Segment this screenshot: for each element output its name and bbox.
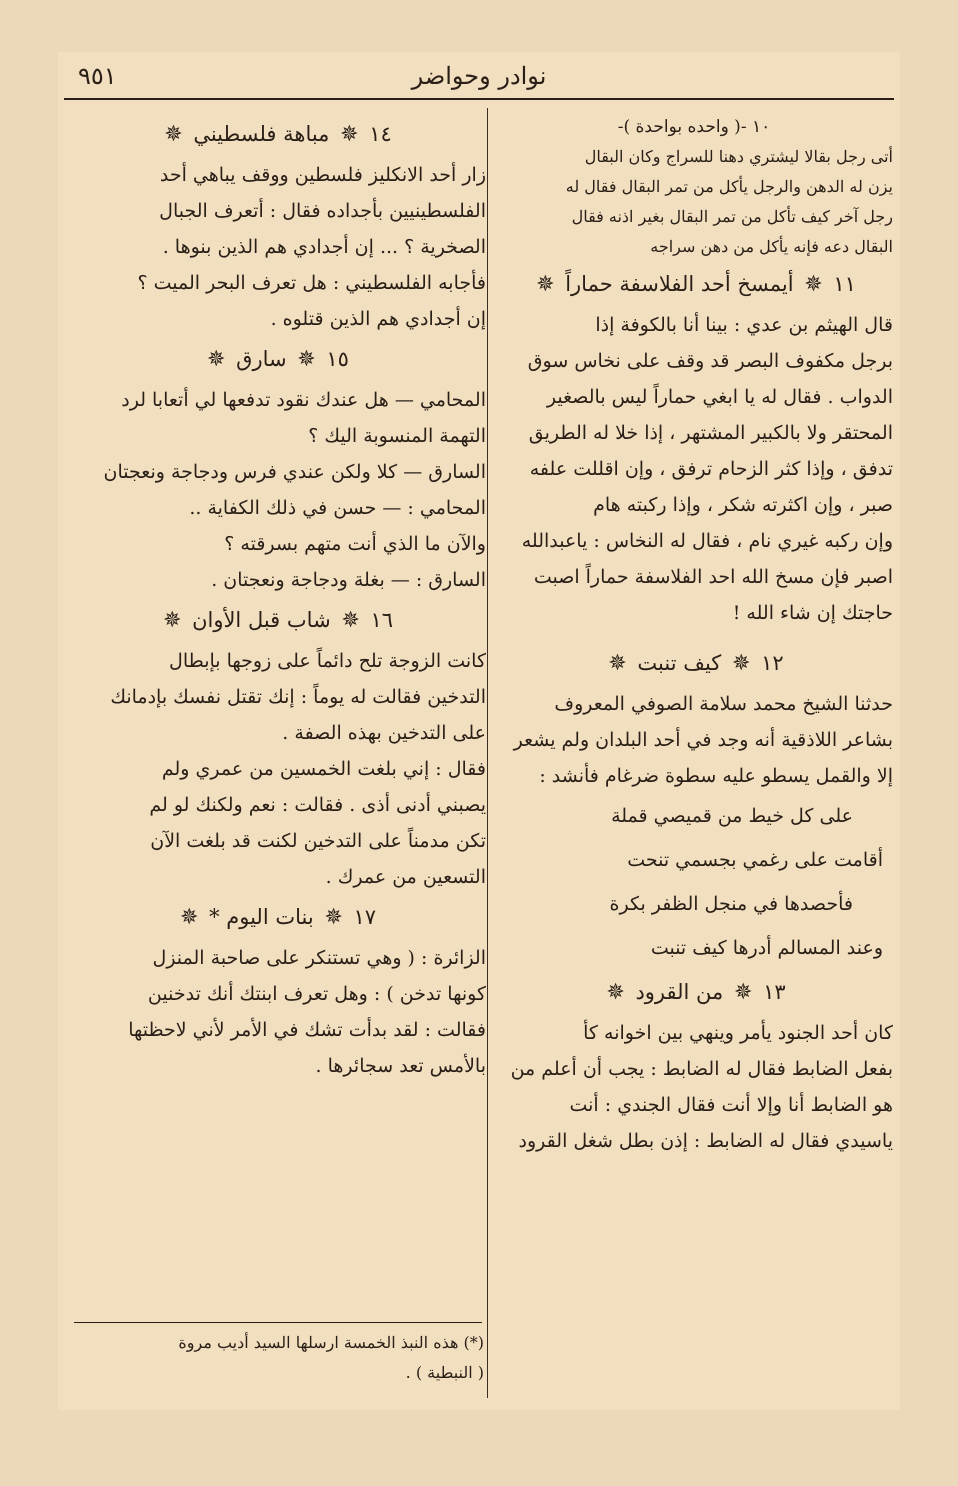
section-14-heading [66,112,486,157]
ornament-star-icon: ✵ [341,608,360,633]
ornament-star-icon: ✵ [732,651,751,676]
verse-line-4: وعند المسالم أدرها كيف تنبت [650,937,883,959]
section-12-number: ١٢ [761,651,784,675]
ornament-star-icon: ✵ [207,347,226,372]
section-11-number: ١١ [833,272,856,296]
section-17-line-2: كونها تدخن ) : وهل تعرف ابنتك أنك تدخنين [147,983,486,1005]
section-10-line-1: أتى رجل بقالا ليشتري دهنا للسراج وكان البقال [584,147,893,166]
section-12-line-3: إلا والقمل يسطو عليه سطوة ضرغام فأنشد : [539,765,893,787]
running-title: نوادر وحواضر [411,62,547,90]
footnote-rule [74,1322,482,1323]
page-header [58,62,900,98]
section-10-heading: ١٠ -( واحده بواحدة )- [617,117,771,137]
verse-line-2: أقامت على رغمي بجسمي تنحت [627,849,883,871]
ornament-star-icon: ✵ [536,272,555,297]
section-16-title: شاب قبل الأوان [192,608,331,632]
ornament-star-icon: ✵ [340,122,359,147]
section-14-line-4: فأجابه الفلسطيني : هل تعرف البحر الميت ؟ [137,272,486,294]
ornament-star-icon: ✵ [606,980,625,1005]
section-11-line-3: الدواب . فقال له يا ابغي حماراً ليس بالصغير [546,386,893,408]
ornament-star-icon: ✵ [179,905,199,930]
section-15-line-2: التهمة المنسوبة اليك ؟ [308,425,486,447]
section-10-line-2: يزن له الدهن والرجل يأكل من تمر البقال فقال له [565,177,893,196]
section-13-number: ١٣ [763,980,786,1004]
section-15-line-5: والآن ما الذي أنت متهم بسرقته ؟ [224,533,486,555]
section-12-line-1: حدثنا الشيخ محمد سلامة الصوفي المعروف [554,693,893,715]
section-11-line-6: صبر ، وإن اكثرته شكر ، وإذا ركبته هام [593,494,893,516]
section-11-line-7: وإن ركبه غيري نام ، فقال له النخاس : ياعبدالله [521,530,893,552]
section-12-heading [495,641,893,686]
section-15-heading [66,337,486,382]
ornament-star-icon: ✵ [733,980,753,1005]
section-16-line-5: يصبني أدنى أذى . فقالت : نعم ولكنك لو لم [149,794,486,816]
ornament-star-icon: ✵ [324,905,343,930]
section-17-title: بنات اليوم * [209,905,314,929]
section-11-line-9: حاجتك إن شاء الله ! [732,602,893,624]
right-column [495,112,893,1159]
section-16-line-7: التسعين من عمرك . [325,866,486,888]
section-14-line-3: الصخرية ؟ ... إن أجدادي هم الذين بنوها . [162,236,486,258]
header-rule [64,98,894,100]
section-11-title: أيمسخ أحد الفلاسفة حماراً [565,272,794,296]
column-divider [487,108,488,1398]
section-10-line-4: البقال دعه فإنه يأكل من دهن سراجه [650,237,893,256]
section-16-heading [66,598,486,643]
section-16-line-1: كانت الزوجة تلح دائماً على زوجها بإبطال [169,650,486,672]
section-10-line-3: رجل آخر كيف تأكل من تمر البقال بغير اذنه فقال [571,207,893,226]
section-15-title: سارق [236,347,287,371]
section-15-line-6: السارق : — بغلة ودجاجة ونعجتان . [211,569,486,591]
section-12-title: كيف تنبت [637,651,722,675]
section-16-line-4: فقال : إني بلغت الخمسين من عمري ولم [161,758,486,780]
section-11-line-8: اصبر فإن مسخ الله احد الفلاسفة حماراً اصبت [533,566,893,588]
footnote-line-2: ( النبطية ) . [405,1363,484,1382]
section-11-heading [495,262,893,307]
ornament-star-icon: ✵ [804,272,823,297]
section-13-line-4: ياسيدي فقال له الضابط : إذن بطل شغل القرود [518,1130,893,1152]
verse-line-3: فأحصدها في منجل الظفر بكرة [609,893,853,915]
section-15-line-4: المحامي : — حسن في ذلك الكفاية .. [189,497,486,519]
ornament-star-icon: ✵ [164,122,183,147]
section-16-number: ١٦ [370,608,394,632]
section-15-line-3: السارق — كلا ولكن عندي فرس ودجاجة ونعجتان [103,461,486,483]
section-11-line-4: المحتقر ولا بالكبير المشتهر ، إذا خلا له الطريق [528,422,893,444]
footnote [70,1328,484,1388]
section-14-line-2: الفلسطينيين بأجداده فقال : أتعرف الجبال [159,200,486,222]
section-11-line-5: تدفق ، وإذا كثر الزحام ترفق ، وإن اقللت علفه [529,458,893,480]
ornament-star-icon: ✵ [608,651,627,676]
section-11-line-2: برجل مكفوف البصر قد وقف على نخاس سوق [527,350,893,372]
left-column [66,112,486,1084]
section-14-line-5: إن أجدادي هم الذين قتلوه . [270,308,486,330]
section-16-line-6: تكن مدمناً على التدخين لكنت قد بلغت الآن [150,830,486,852]
section-16-line-2: التدخين فقالت له يوماً : إنك تقتل نفسك بإدمانك [110,686,486,708]
section-17-number: ١٧ [353,905,377,929]
page-number: ٩٥١ [78,62,117,90]
section-11-line-1: قال الهيثم بن عدي : بينا أنا بالكوفة إذا [595,314,893,336]
footnote-line-1: (*) هذه النبذ الخمسة ارسلها السيد أديب مروة [178,1333,484,1352]
section-13-line-3: هو الضابط أنا وإلا أنت فقال الجندي : أنت [569,1094,893,1116]
ornament-star-icon: ✵ [162,608,182,633]
section-14-title: مباهة فلسطيني [193,122,330,146]
section-16-line-3: على التدخين بهذه الصفة . [282,722,486,744]
book-page [58,52,900,1410]
section-12-line-2: بشاعر اللاذقية أنه وجد في أحد البلدان ولم يشعر [513,729,893,751]
section-13-line-1: كان أحد الجنود يأمر وينهي بين اخوانه كأ [583,1022,893,1044]
section-15-line-1: المحامي — هل عندك نقود تدفعها لي أتعابا لرد [121,389,486,411]
ornament-star-icon: ✵ [297,347,316,372]
section-17-heading [66,895,486,940]
section-14-number: ١٤ [369,122,392,146]
section-13-heading [495,970,893,1015]
section-17-line-3: فقالت : لقد بدأت تشك في الأمر لأني لاحظتها [128,1019,486,1041]
section-13-title: من القرود [635,980,724,1004]
section-17-line-1: الزائرة : ( وهي تستنكر على صاحبة المنزل [152,947,486,969]
section-13-line-2: بفعل الضابط فقال له الضابط : يجب أن أعلم من [510,1058,893,1080]
section-17-line-4: بالأمس تعد سجائرها . [315,1055,486,1077]
section-15-number: ١٥ [326,347,349,371]
section-14-line-1: زار أحد الانكليز فلسطين ووقف يباهي أحد [159,164,486,186]
verse-line-1: على كل خيط من قميصي قملة [611,805,853,827]
